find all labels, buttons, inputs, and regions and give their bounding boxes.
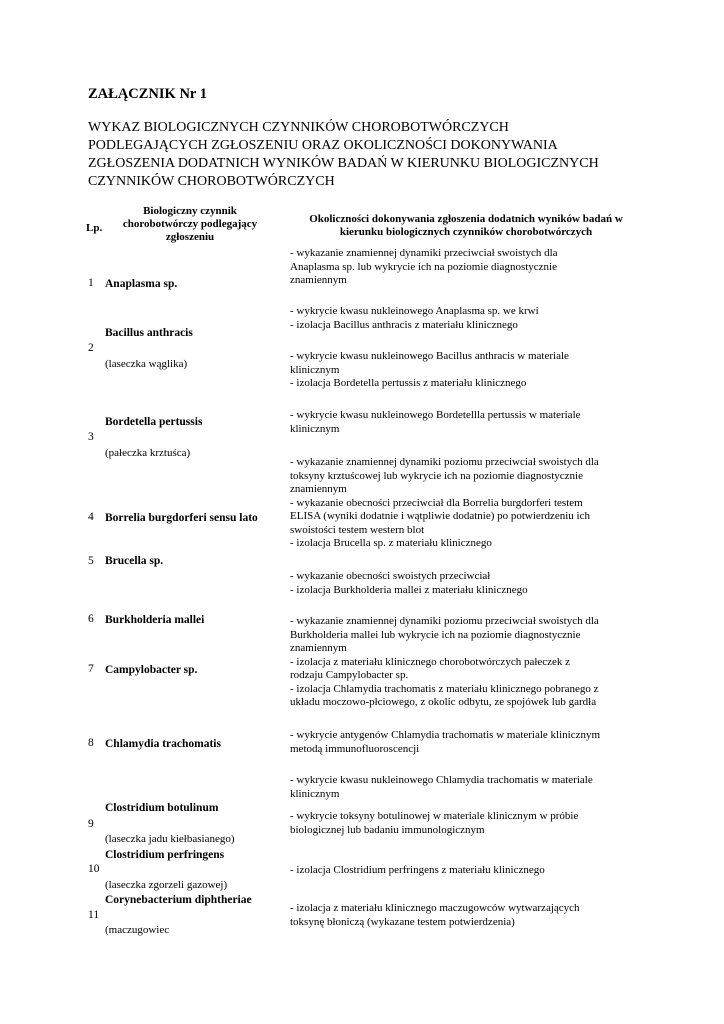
header-agent-line: Biologiczny czynnik xyxy=(143,205,237,217)
agent-name: Brucella sp. xyxy=(105,555,164,567)
description-line: toksyny krztuścowej lub wykrycie ich na poziomie diagnostycznie xyxy=(290,469,583,482)
description-line: - wykazanie znamiennej dynamiki poziomu przeciwciał swoistych dla xyxy=(290,615,599,627)
description-line: toksynę błoniczą (wykazane testem potwierdzenia) xyxy=(290,915,515,928)
agent-name: Anaplasma sp. xyxy=(105,278,178,290)
document-title-line: PODLEGAJĄCYCH ZGŁOSZENIU ORAZ OKOLICZNOŚCI DOKONYWANIA xyxy=(88,138,558,153)
description-line: - izolacja Brucella sp. z materiału klinicznego xyxy=(290,537,492,549)
agent-subtitle: (laseczka zgorzeli gazowej) xyxy=(105,879,228,891)
row-number: 3 xyxy=(88,431,94,443)
agent-subtitle: (laseczka wąglika) xyxy=(105,358,188,370)
description-block xyxy=(290,774,646,801)
agent-name: Chlamydia trachomatis xyxy=(105,738,221,750)
agent-name: Clostridium botulinum xyxy=(105,802,219,814)
description-block xyxy=(290,305,646,332)
description-line: biologicznej lub badaniu immunologicznym xyxy=(290,823,485,836)
description-line: - izolacja Clostridium perfringens z materiału klinicznego xyxy=(290,864,545,876)
description-line: - wykazanie obecności przeciwciał dla Borrelia burgdorferi testem xyxy=(290,496,583,509)
row-number: 4 xyxy=(88,511,94,523)
description-line: - izolacja Burkholderia mallei z materiału klinicznego xyxy=(290,583,528,596)
description-line: układu moczowo-płciowego, z okolic odbytu, ze spojówek lub gardła xyxy=(290,696,597,708)
description-block xyxy=(290,810,646,837)
row-number: 8 xyxy=(88,737,94,749)
row-number: 10 xyxy=(88,863,100,875)
description-block xyxy=(290,247,646,288)
row-number: 6 xyxy=(88,613,94,625)
annex-title: ZAŁĄCZNIK Nr 1 xyxy=(88,86,207,102)
agent-subtitle: (pałeczka krztuśca) xyxy=(105,447,191,459)
agent-name: Borrelia burgdorferi sensu lato xyxy=(105,512,258,524)
header-agent-line: chorobotwórczy podlegający xyxy=(122,218,258,230)
description-line: - wykrycie antygenów Chlamydia trachomatis w materiale klinicznym xyxy=(290,729,601,741)
description-block xyxy=(290,902,646,929)
description-line: znamiennym xyxy=(290,483,347,495)
row-number: 1 xyxy=(88,277,94,289)
description-block xyxy=(290,456,646,551)
header-circumstances xyxy=(286,213,646,239)
description-line: rodzaju Campylobacter sp. xyxy=(290,669,409,681)
agent-name: Campylobacter sp. xyxy=(105,664,198,676)
document-title-line: WYKAZ BIOLOGICZNYCH CZYNNIKÓW CHOROBOTWÓRCZYCH xyxy=(88,120,509,135)
row-number: 5 xyxy=(88,555,94,567)
description-block xyxy=(290,570,646,597)
description-line: znamiennym xyxy=(290,274,347,286)
agent-name: Burkholderia mallei xyxy=(105,614,205,626)
description-line: klinicznym xyxy=(290,422,340,435)
description-block xyxy=(290,350,646,391)
row-number: 11 xyxy=(88,909,100,921)
description-block xyxy=(290,409,646,436)
document-title-line: CZYNNIKÓW CHOROBOTWÓRCZYCH xyxy=(88,174,335,189)
description-block xyxy=(290,864,646,878)
description-line: Burkholderia mallei lub wykrycie ich na poziomie diagnostycznie xyxy=(290,628,581,641)
agent-subtitle: (maczugowiec xyxy=(105,924,170,936)
description-line: - wykazanie obecności swoistych przeciwciał xyxy=(290,570,491,582)
description-line: klinicznym xyxy=(290,363,340,376)
header-circumstances-line: Okoliczności dokonywania zgłoszenia dodatnich wyników badań w xyxy=(309,213,623,225)
description-line: - wykrycie toksyny botulinowej w materiale klinicznym w próbie xyxy=(290,810,579,822)
description-block xyxy=(290,615,646,710)
agent-name: Bacillus anthracis xyxy=(105,327,193,339)
description-line: - wykazanie znamiennej dynamiki poziomu przeciwciał swoistych dla xyxy=(290,456,599,468)
header-circumstances-line: kierunku biologicznych czynników chorobotwórczych xyxy=(339,226,593,238)
header-lp: Lp. xyxy=(86,222,103,234)
description-line: - izolacja Bordetella pertussis z materiału klinicznego xyxy=(290,377,527,389)
description-line: - wykrycie kwasu nukleinowego Anaplasma sp. we krwi xyxy=(290,305,539,317)
header-agent xyxy=(115,205,265,244)
description-line: ELISA (wyniki dodatnie i wątpliwie dodatnie) po potwierdzeniu ich xyxy=(290,510,590,522)
description-line: klinicznym xyxy=(290,787,340,800)
header-agent-line: zgłoszeniu xyxy=(165,231,215,243)
row-number: 9 xyxy=(88,818,94,830)
description-line: - wykazanie znamiennej dynamiki przeciwciał swoistych dla xyxy=(290,247,558,259)
description-line: swoistości testem western blot xyxy=(290,523,425,536)
description-line: znamiennym xyxy=(290,642,347,654)
description-line: - izolacja z materiału klinicznego maczugowców wytwarzających xyxy=(290,902,580,914)
description-line: - wykrycie kwasu nukleinowego Chlamydia trachomatis w materiale xyxy=(290,774,593,786)
description-block xyxy=(290,729,646,756)
description-line: - izolacja Bacillus anthracis z materiału klinicznego xyxy=(290,318,518,331)
row-number: 2 xyxy=(88,342,94,354)
document-title-line: ZGŁOSZENIA DODATNICH WYNIKÓW BADAŃ W KIERUNKU BIOLOGICZNYCH xyxy=(88,156,599,171)
description-line: - izolacja Chlamydia trachomatis z materiału klinicznego pobranego z xyxy=(290,682,599,695)
agent-name: Clostridium perfringens xyxy=(105,849,225,861)
description-line: - wykrycie kwasu nukleinowego Bacillus anthracis w materiale xyxy=(290,350,569,362)
description-line: - wykrycie kwasu nukleinowego Bordetellla pertussis w materiale xyxy=(290,409,581,421)
agent-subtitle: (laseczka jadu kiełbasianego) xyxy=(105,833,235,845)
row-number: 7 xyxy=(88,663,94,675)
document-title xyxy=(88,119,668,191)
description-line: metodą immunofluoroscencji xyxy=(290,742,420,755)
description-line: - izolacja z materiału klinicznego chorobotwórczych pałeczek z xyxy=(290,655,571,668)
description-line: Anaplasma sp. lub wykrycie ich na poziomie diagnostycznie xyxy=(290,260,557,273)
agent-name: Corynebacterium diphtheriae xyxy=(105,894,252,906)
agent-name: Bordetella pertussis xyxy=(105,416,203,428)
